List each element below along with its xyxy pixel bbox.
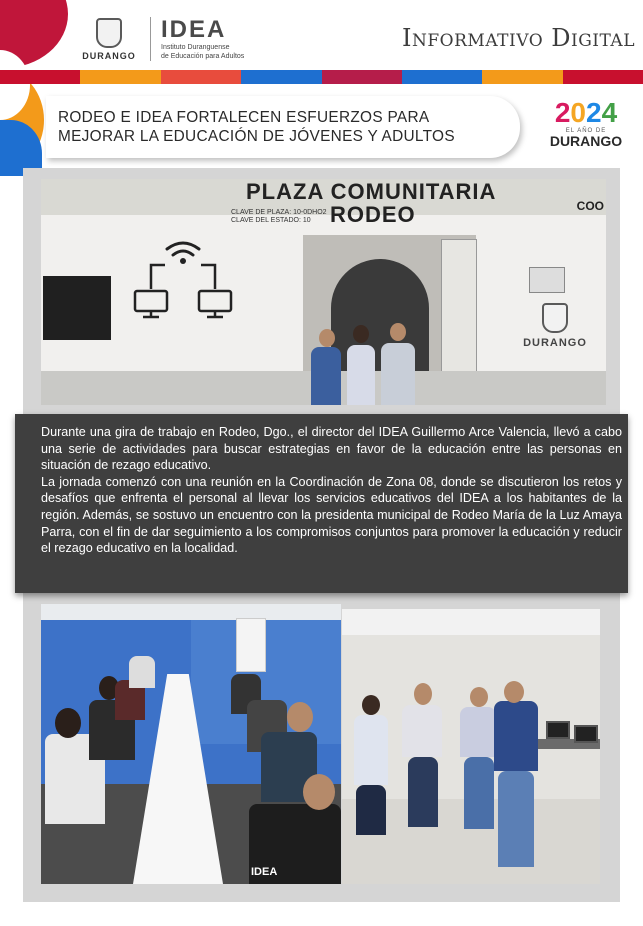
color-strip [0,70,643,84]
org-subtitle-line2: de Educación para Adultos [161,53,245,60]
color-strip-segment [0,70,80,84]
wall-logo [515,303,595,349]
color-strip-segment [482,70,562,84]
person [498,771,534,867]
building-sign-partial: COO [576,199,604,213]
building-sign-line2: RODEO [330,202,416,227]
idea-logo [161,17,244,61]
person-head [319,329,335,347]
person-head [362,695,380,715]
wall-plaque [529,267,565,293]
article-body [41,424,622,557]
monitor-icon [546,721,570,739]
color-strip-segment [161,70,241,84]
section-title: Informativo Digital [402,24,635,52]
seal-label: DURANGO [82,50,136,61]
person [311,347,341,405]
building-small-text [231,209,327,225]
logo-divider [150,17,151,61]
person-head [414,683,432,705]
headline-line2: MEJORAR LA EDUCACIÓN DE JÓVENES Y ADULTOS [58,128,455,145]
coat-of-arms-icon [96,18,122,48]
color-strip-segment [241,70,321,84]
person [347,345,375,405]
person [464,757,494,829]
article-text-panel [15,414,628,593]
wifi-network-icon [131,235,241,321]
photo-computer-room [342,609,600,884]
person [402,705,442,757]
color-strip-segment [402,70,482,84]
person-head [287,702,313,732]
header-logo [78,14,244,64]
year-digit: 2 [586,97,602,128]
color-strip-segment [563,70,643,84]
building-sign-line1: PLAZA COMUNITARIA [246,179,497,204]
logo-small-text: EL AÑO DE [565,128,607,134]
headline [58,108,455,146]
person [381,343,415,405]
monitor-icon [574,725,598,743]
person-head [470,687,488,707]
coat-of-arms-icon [542,303,568,333]
article-paragraph-1: Durante una gira de trabajo en Rodeo, Dgo., el director del IDEA Guillermo Arce Valencia, llevó a cabo una serie de actividades para buscar estrategias en favor de la educación entre las personas en situación de rezago educativo. [41,425,622,473]
person-head [390,323,406,341]
year-digit: 4 [601,97,618,128]
meeting-ceiling [41,604,341,620]
logo-name: DURANGO [549,133,623,149]
person [354,715,388,785]
color-strip-segment [80,70,160,84]
person-head [55,708,81,738]
person [129,656,155,688]
photo-plaza-building [41,179,606,405]
person [356,785,386,835]
year-digit: 2 [554,97,571,128]
building-small-line1: CLAVE DE PLAZA: 10-0DHO2 [231,209,327,216]
shirt-logo-text: IDEA [251,866,278,878]
photo-meeting-room [41,604,341,884]
person [494,701,538,771]
room-ceiling [342,609,600,635]
wall-logo-label: DURANGO [523,337,587,349]
org-subtitle-line1: Instituto Duranguense [161,44,230,51]
year-digit: 0 [570,97,586,128]
person [408,757,438,827]
person [460,707,496,757]
logo-2024 [540,98,632,148]
headline-box [46,96,520,158]
color-strip-segment [322,70,402,84]
person-head [504,681,524,703]
headline-line1: RODEO E IDEA FORTALECEN ESFUERZOS PARA [58,109,430,126]
building-small-line2: CLAVE DEL ESTADO: 10 [231,217,311,224]
person-head [353,325,369,343]
person-head [303,774,335,810]
org-name: IDEA [161,16,227,43]
building-window [43,276,111,340]
meeting-ac-unit [236,618,266,672]
logo-year [540,98,632,128]
durango-seal [78,18,140,61]
article-paragraph-2: La jornada comenzó con una reunión en la Coordinación de Zona 08, donde se discutieron los retos y desafíos que enfrenta el personal al llevar los servicios educativos del IDEA a los habitantes de la región. Además, se sostuvo un encuentro con la presidenta municipal de Rodeo María de la Luz Amaya Parra, con el fin de dar seguimiento a los compromisos conjuntos para promover la educación y reducir el rezago educativo en la localidad. [41,474,622,556]
